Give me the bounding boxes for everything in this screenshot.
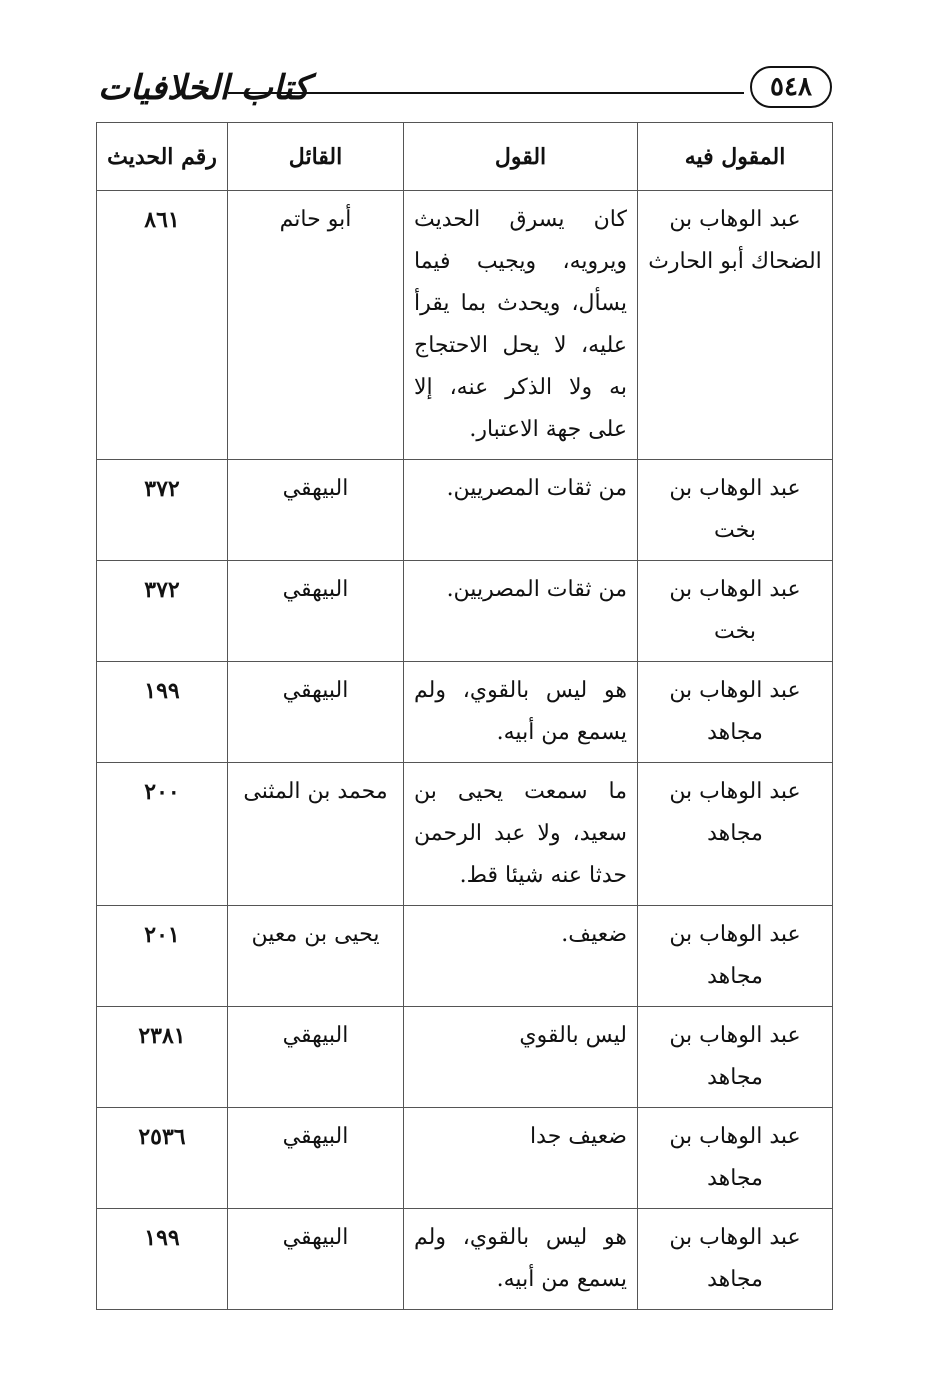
cell-statement: هو ليس بالقوي، ولم يسمع من أبيه. [404,1209,638,1310]
cell-statement: ضعيف جدا [404,1108,638,1209]
column-header-sayer: القائل [228,123,404,191]
cell-sayer: البيهقي [228,561,404,662]
cell-statement: ما سمعت يحيى بن سعيد، ولا عبد الرحمن حدثا عنه شيئا قط. [404,763,638,906]
narrators-table [96,122,833,1310]
table-row [97,460,833,561]
cell-sayer: يحيى بن معين [228,906,404,1007]
cell-number: ٨٦١ [97,191,228,460]
cell-sayer: البيهقي [228,1007,404,1108]
cell-subject: عبد الوهاب بن الضحاك أبو الحارث [638,191,833,460]
cell-statement: كان يسرق الحديث ويرويه، ويجيب فيما يسأل، ويحدث بما يقرأ عليه، لا يحل الاحتجاج به ولا الذكر عنه، إلا على جهة الاعتبار. [404,191,638,460]
table-row [97,1209,833,1310]
cell-sayer: البيهقي [228,1209,404,1310]
page-number: ٥٤٨ [750,66,832,108]
cell-number: ٣٧٢ [97,561,228,662]
cell-sayer: البيهقي [228,460,404,561]
cell-number: ٢٣٨١ [97,1007,228,1108]
cell-number: ٢٥٣٦ [97,1108,228,1209]
column-header-subject: المقول فيه [638,123,833,191]
table-row [97,662,833,763]
book-title: كتاب الخلافيات [98,68,310,108]
cell-subject: عبد الوهاب بن مجاهد [638,1209,833,1310]
cell-subject: عبد الوهاب بن مجاهد [638,906,833,1007]
cell-number: ٢٠١ [97,906,228,1007]
cell-sayer: أبو حاتم [228,191,404,460]
cell-statement: هو ليس بالقوي، ولم يسمع من أبيه. [404,662,638,763]
table-row [97,763,833,906]
cell-number: ٣٧٢ [97,460,228,561]
table-row [97,906,833,1007]
table-row [97,1007,833,1108]
cell-sayer: البيهقي [228,1108,404,1209]
cell-sayer: البيهقي [228,662,404,763]
cell-statement: من ثقات المصريين. [404,460,638,561]
cell-subject: عبد الوهاب بن بخت [638,561,833,662]
table-row [97,1108,833,1209]
cell-subject: عبد الوهاب بن مجاهد [638,1007,833,1108]
cell-sayer: محمد بن المثنى [228,763,404,906]
table-row [97,561,833,662]
cell-subject: عبد الوهاب بن مجاهد [638,763,833,906]
cell-number: ١٩٩ [97,1209,228,1310]
cell-subject: عبد الوهاب بن مجاهد [638,662,833,763]
cell-statement: من ثقات المصريين. [404,561,638,662]
cell-number: ٢٠٠ [97,763,228,906]
table-row [97,191,833,460]
narrators-table-container [96,122,832,1310]
cell-statement: ليس بالقوي [404,1007,638,1108]
cell-subject: عبد الوهاب بن بخت [638,460,833,561]
column-header-statement: القول [404,123,638,191]
cell-subject: عبد الوهاب بن مجاهد [638,1108,833,1209]
table-header-row [97,123,833,191]
cell-number: ١٩٩ [97,662,228,763]
cell-statement: ضعيف. [404,906,638,1007]
column-header-number: رقم الحديث [97,123,228,191]
page-header [90,58,840,118]
header-rule [228,92,744,94]
